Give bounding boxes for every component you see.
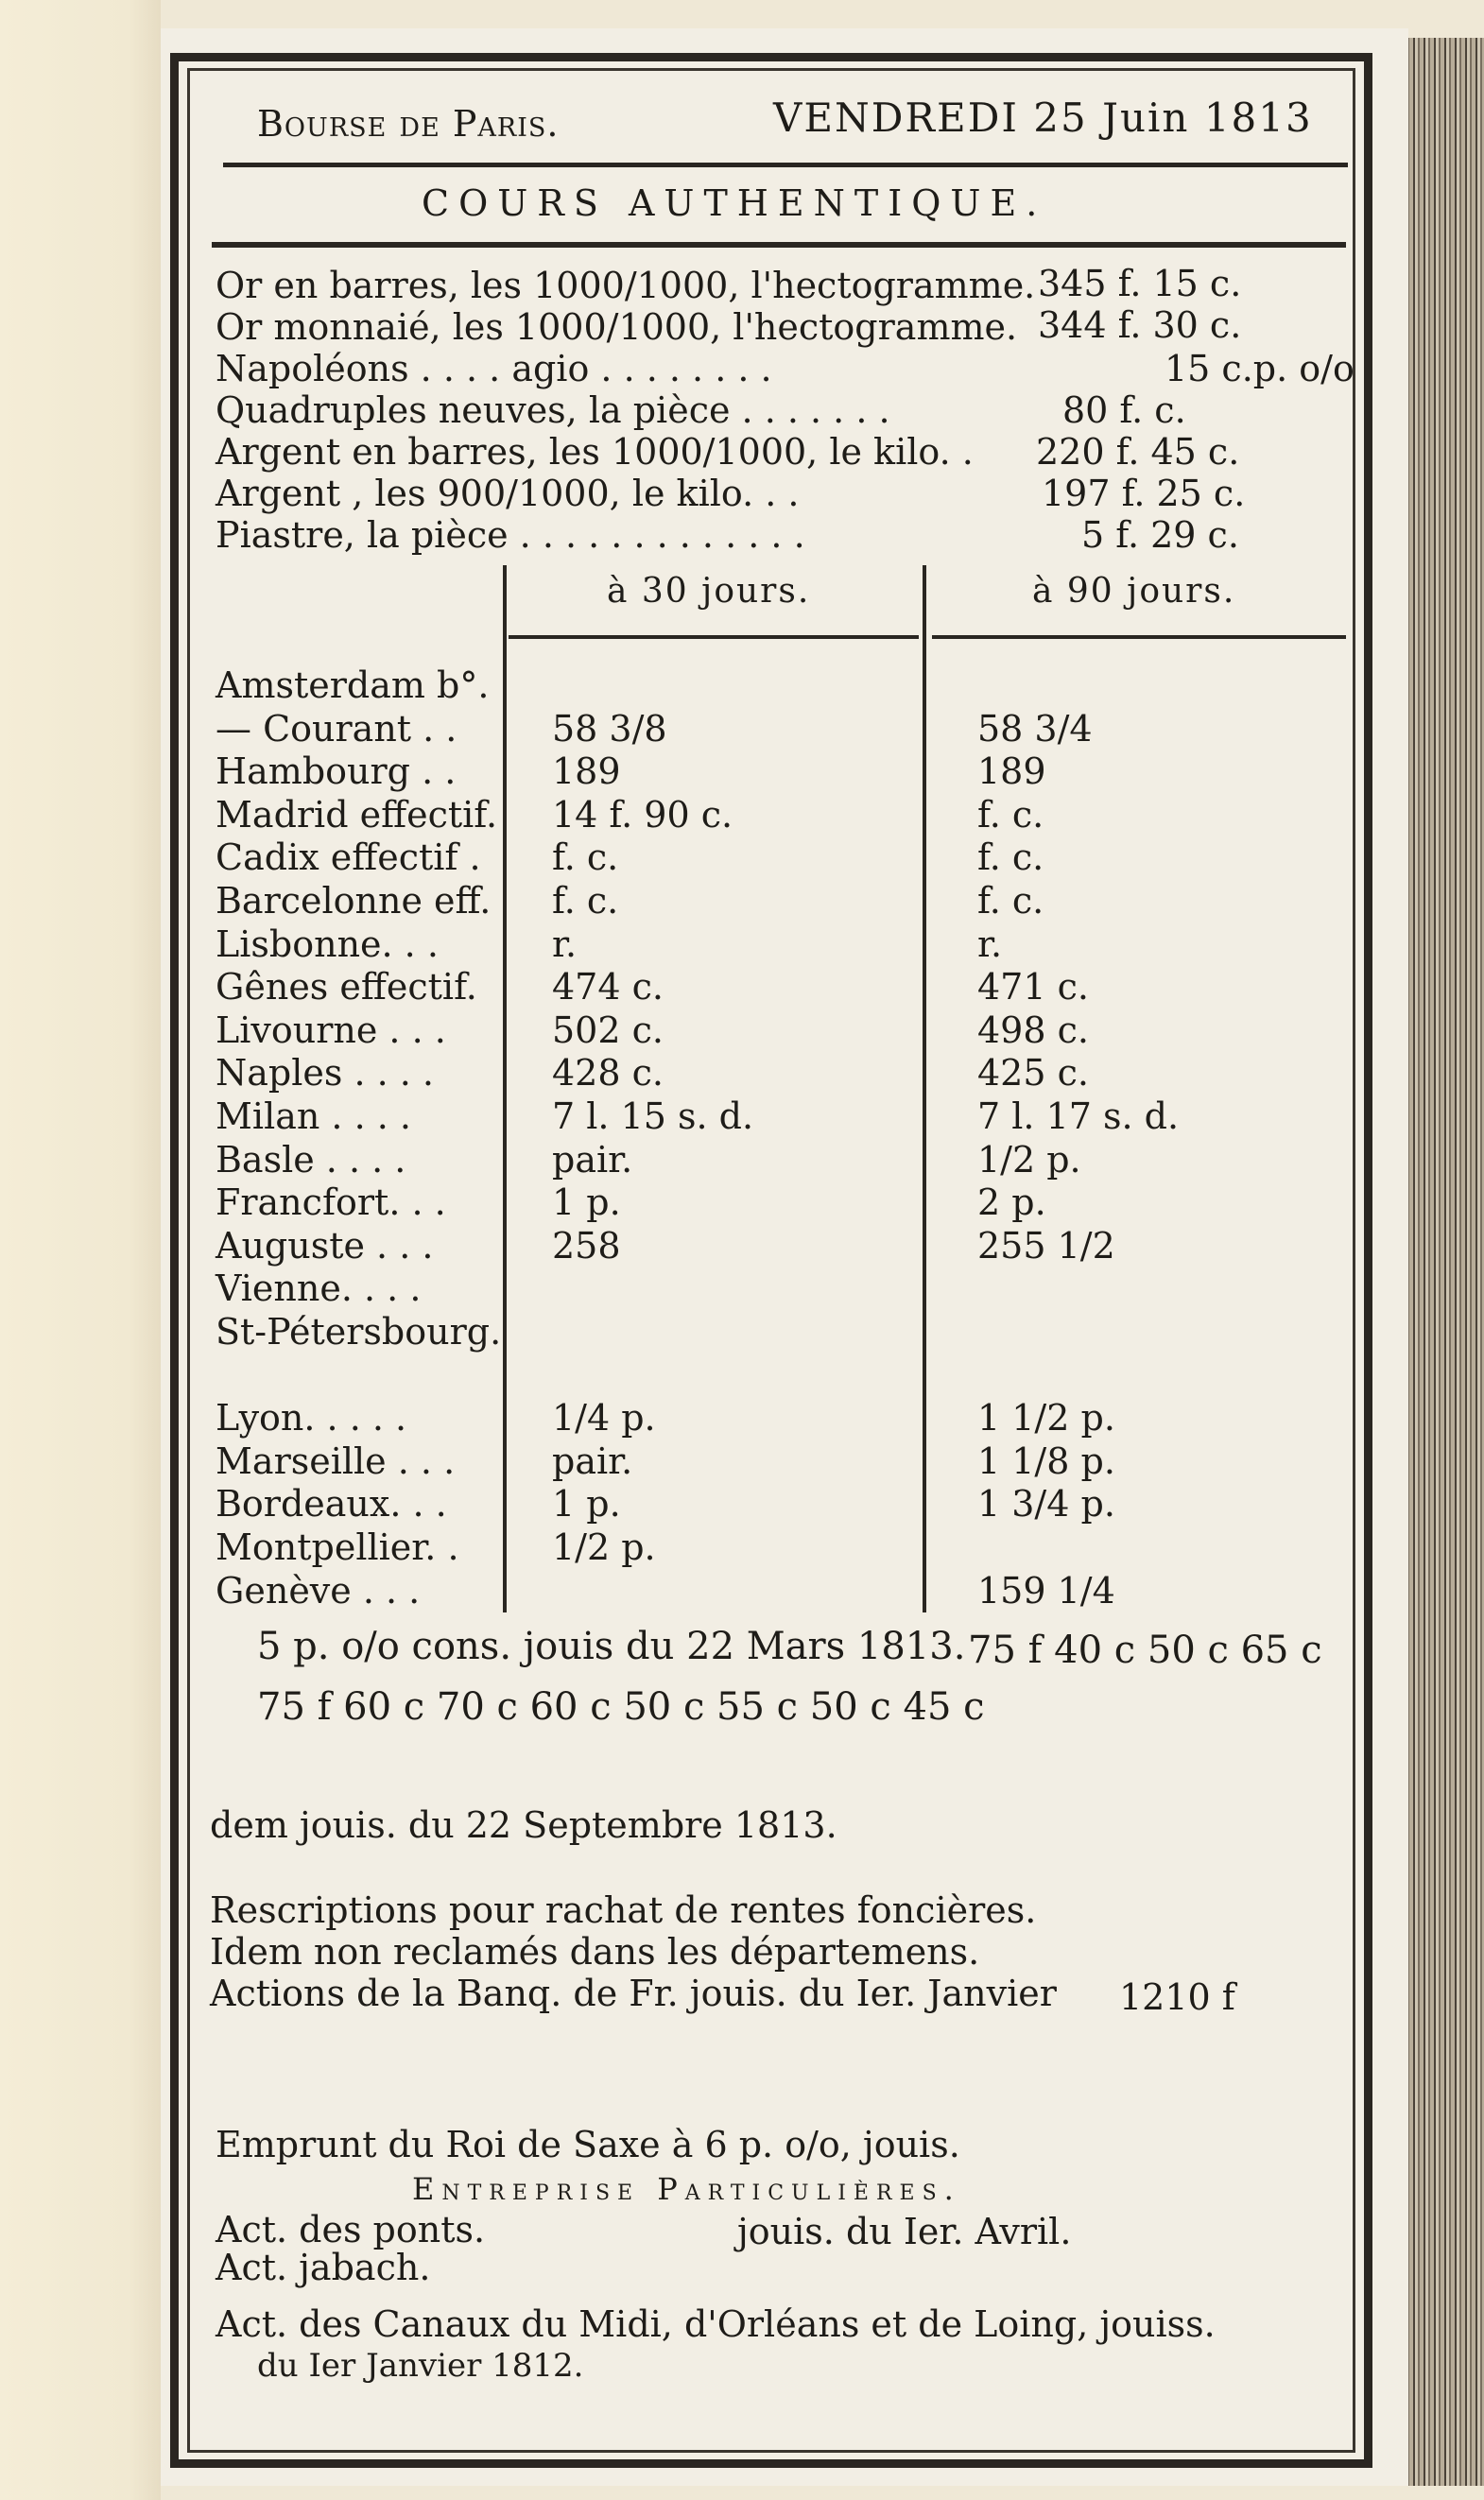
metal-value: 197 f. 25 c. [1042, 473, 1246, 514]
exchange-rate-90: 471 c. [977, 966, 1089, 1008]
jabach-line: Act. jabach. [216, 2247, 431, 2288]
metal-value: 220 f. 45 c. [1036, 431, 1240, 473]
canaux-line2: du Ier Janvier 1812. [257, 2347, 584, 2385]
exchange-rate-30: 1/2 p. [552, 1526, 656, 1568]
exchange-rate-90: 425 c. [977, 1052, 1089, 1094]
metal-label: Piastre, la pièce . . . . . . . . . . . . . [216, 514, 805, 556]
exchange-rate-90: 189 [977, 750, 1046, 792]
exchange-place: Gênes effectif. [216, 966, 477, 1008]
exchange-place: Madrid effectif. [216, 794, 498, 836]
metal-label: Argent en barres, les 1000/1000, le kilo. . [216, 431, 974, 473]
metal-label: Quadruples neuves, la pièce . . . . . . . [216, 389, 890, 431]
column-header-90-days: à 90 jours. [1032, 572, 1236, 611]
exchange-place: Marseille . . . [216, 1440, 456, 1482]
section-title: COURS AUTHENTIQUE. [422, 182, 1047, 224]
metal-value: 344 f. 30 c. [1038, 304, 1242, 346]
exchange-rate-30: f. c. [552, 836, 619, 878]
exchange-rate-30: 428 c. [552, 1052, 664, 1094]
metal-label: Argent , les 900/1000, le kilo. . . [216, 473, 800, 514]
title-rule [212, 242, 1346, 248]
exchange-rate-30: r. [552, 923, 578, 965]
exchange-rate-90: f. c. [977, 836, 1044, 878]
metal-value: 345 f. 15 c. [1038, 263, 1242, 304]
rescriptions-line: Rescriptions pour rachat de rentes foncières. [210, 1889, 1037, 1931]
rentes-line1-left: 5 p. o/o cons. jouis du 22 Mars 1813. [257, 1625, 966, 1668]
rentes-idem: dem jouis. du 22 Septembre 1813. [210, 1804, 837, 1846]
exchange-rate-30: pair. [552, 1440, 633, 1482]
header-rule [223, 163, 1348, 167]
exchange-place: Francfort. . . [216, 1181, 446, 1223]
exchange-rate-90: 1 1/2 p. [977, 1397, 1115, 1439]
exchange-rate-30: 502 c. [552, 1009, 664, 1051]
exchange-rate-30: 1 p. [552, 1181, 621, 1223]
exchange-place: Milan . . . . [216, 1095, 411, 1137]
column-header-rule-30 [509, 635, 919, 639]
left-page-gutter [0, 0, 161, 2500]
metal-value: 80 f. c. [1062, 389, 1186, 431]
exchange-rate-90: f. c. [977, 880, 1044, 922]
exchange-place: Genève . . . [216, 1570, 421, 1612]
exchange-rate-30: 14 f. 90 c. [552, 794, 733, 836]
column-divider-right [923, 565, 926, 1612]
exchange-rate-30: 7 l. 15 s. d. [552, 1095, 754, 1137]
ponts-jouis: jouis. du Ier. Avril. [737, 2211, 1072, 2252]
exchange-rate-90: 7 l. 17 s. d. [977, 1095, 1180, 1137]
exchange-rate-90: 58 3/4 [977, 708, 1093, 750]
exchange-rate-30: 258 [552, 1225, 621, 1267]
ponts-line: Act. des ponts. [216, 2209, 486, 2250]
exchange-rate-30: pair. [552, 1139, 633, 1181]
exchange-place: Vienne. . . . [216, 1267, 422, 1309]
exchange-rate-30: 1 p. [552, 1483, 621, 1525]
idem-non-line: Idem non reclamés dans les départemens. [210, 1931, 980, 1973]
exchange-place: St-Pétersbourg. [216, 1311, 502, 1353]
exchange-rate-90: 1 3/4 p. [977, 1483, 1115, 1525]
metal-value: 15 c.p. o/o [1165, 348, 1355, 389]
column-divider-left [503, 565, 507, 1612]
column-header-30-days: à 30 jours. [607, 572, 811, 611]
exchange-rate-90: 498 c. [977, 1009, 1089, 1051]
header-date: VENDREDI 25 Juin 1813 [773, 95, 1313, 141]
exchange-rate-90: 1/2 p. [977, 1139, 1081, 1181]
exchange-rate-90: 2 p. [977, 1181, 1046, 1223]
metal-label: Napoléons . . . . agio . . . . . . . . [216, 348, 772, 389]
exchange-rate-90: f. c. [977, 794, 1044, 836]
exchange-rate-90: r. [977, 923, 1003, 965]
exchange-place: Livourne . . . [216, 1009, 446, 1051]
exchange-place: Lisbonne. . . [216, 923, 439, 965]
exchange-place: Auguste . . . [216, 1225, 434, 1267]
exchange-rate-90: 1 1/8 p. [977, 1440, 1115, 1482]
header-left: Bourse de Paris. [257, 103, 560, 145]
exchange-rate-30: f. c. [552, 880, 619, 922]
exchange-rate-90: 255 1/2 [977, 1225, 1115, 1267]
exchange-place: Cadix effectif . [216, 836, 481, 878]
exchange-rate-30: 474 c. [552, 966, 664, 1008]
exchange-place: Montpellier. . [216, 1526, 459, 1568]
exchange-place: Amsterdam b°. [216, 664, 490, 706]
metal-value: 5 f. 29 c. [1081, 514, 1239, 556]
exchange-place: — Courant . . [216, 708, 457, 750]
exchange-rate-30: 189 [552, 750, 621, 792]
exchange-place: Hambourg . . [216, 750, 457, 792]
exchange-rate-30: 1/4 p. [552, 1397, 656, 1439]
metal-label: Or monnaié, les 1000/1000, l'hectogramme. [216, 306, 1018, 348]
entreprises-heading: Entreprise Particulières. [412, 2171, 961, 2207]
actions-banque-line: Actions de la Banq. de Fr. jouis. du Ier. Janvier [210, 1973, 1057, 2014]
exchange-rate-30: 58 3/8 [552, 708, 667, 750]
exchange-place: Barcelonne eff. [216, 880, 492, 922]
metal-label: Or en barres, les 1000/1000, l'hectogramme. [216, 265, 1036, 306]
exchange-rate-90: 159 1/4 [977, 1570, 1115, 1612]
rentes-line2: 75 f 60 c 70 c 60 c 50 c 55 c 50 c 45 c [257, 1685, 985, 1729]
exchange-place: Bordeaux. . . [216, 1483, 447, 1525]
column-header-rule-90 [932, 635, 1346, 639]
emprunt-line: Emprunt du Roi de Saxe à 6 p. o/o, jouis. [216, 2124, 960, 2165]
exchange-place: Naples . . . . [216, 1052, 435, 1094]
rentes-line1-right: 75 f 40 c 50 c 65 c [968, 1629, 1322, 1672]
exchange-place: Basle . . . . [216, 1139, 406, 1181]
exchange-place: Lyon. . . . . [216, 1397, 407, 1439]
canaux-line: Act. des Canaux du Midi, d'Orléans et de Loing, jouiss. [216, 2303, 1216, 2345]
actions-banque-value: 1210 f [1119, 1976, 1235, 2018]
